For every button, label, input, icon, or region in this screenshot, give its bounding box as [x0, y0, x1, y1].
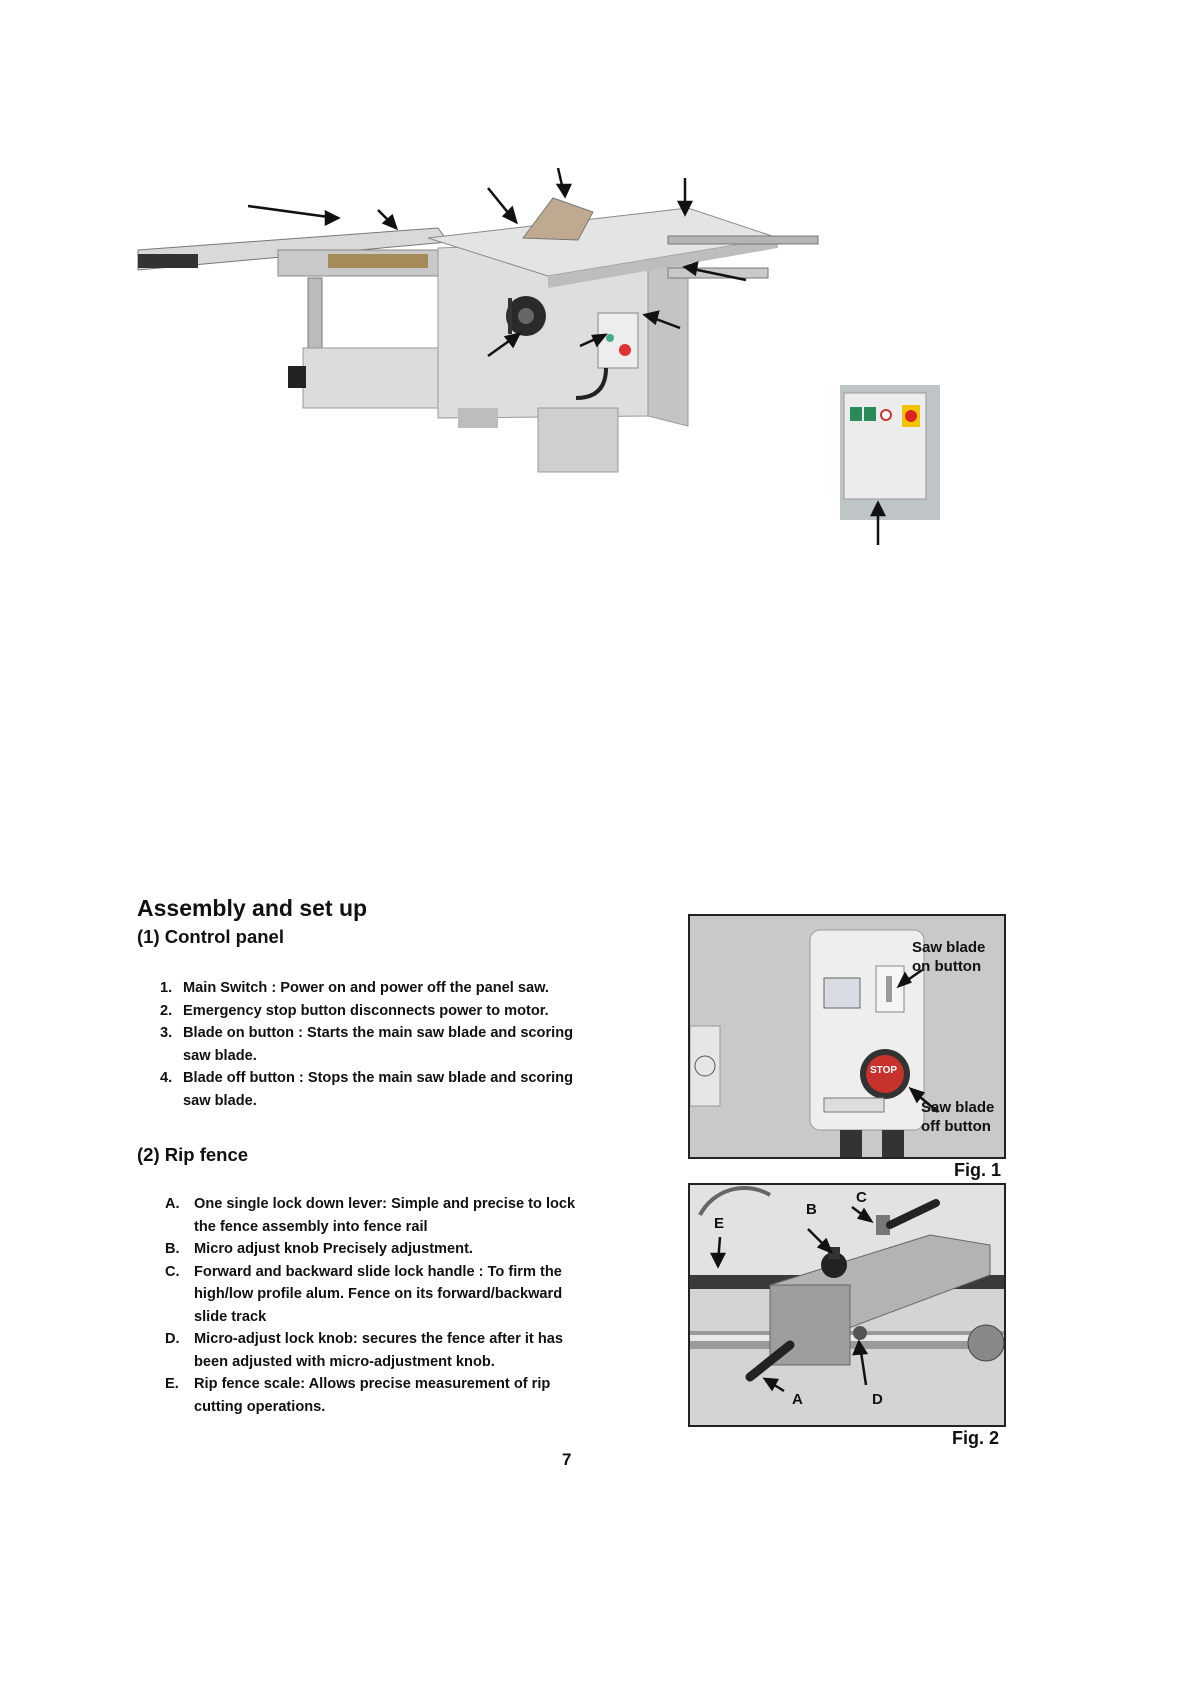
panel-saw-photo — [128, 168, 848, 516]
fig2-caption: Fig. 2 — [952, 1428, 1000, 1448]
control-box-inset-photo — [840, 385, 940, 545]
fig2-letter-d: D — [872, 1391, 883, 1408]
list-item: D. Micro-adjust lock knob: secures the fence after it has been adjusted with micro-adjustment knob. — [165, 1331, 563, 1370]
saw-blade-on-label: Saw blade on button — [912, 939, 986, 975]
rip-fence-photo — [690, 1185, 1004, 1425]
list-item: 2. Emergency stop button disconnects power to motor. — [160, 1002, 549, 1019]
saw-blade-off-label: Saw blade off button — [921, 1099, 995, 1135]
fig2-letter-a: A — [792, 1391, 803, 1408]
fig2-letter-c: C — [856, 1189, 867, 1206]
list-item: B. Micro adjust knob Precisely adjustment. — [165, 1241, 473, 1257]
list-item: 4. Blade off button : Stops the main saw blade and scoring saw blade. — [160, 1070, 574, 1109]
rip-fence-heading: (2) Rip fence — [137, 1144, 249, 1165]
list-item: C. Forward and backward slide lock handle : To firm the high/low profile alum. Fence on its forward/backward slide track — [165, 1263, 563, 1325]
list-item: 1. Main Switch : Power on and power off the panel saw. — [160, 980, 549, 996]
fig1-photo — [688, 914, 1006, 1159]
fig2-letter-b: B — [806, 1201, 817, 1218]
control-panel-heading: (1) Control panel — [137, 926, 284, 947]
list-item: 3. Blade on button : Starts the main saw blade and scoring saw blade. — [160, 1025, 574, 1064]
fig1-caption: Fig. 1 — [954, 1160, 1002, 1180]
page-number: 7 — [562, 1450, 572, 1469]
stop-button-text: STOP — [870, 1065, 898, 1076]
fig2-photo — [688, 1183, 1006, 1427]
section-title: Assembly and set up — [137, 895, 368, 921]
list-item: A. One single lock down lever: Simple and precise to lock the fence assembly into fence rail — [165, 1196, 576, 1235]
fig2-letter-e: E — [714, 1215, 725, 1232]
control-panel-list — [160, 977, 600, 1112]
rip-fence-list — [165, 1193, 595, 1418]
list-item: E. Rip fence scale: Allows precise measurement of rip cutting operations. — [165, 1376, 551, 1415]
